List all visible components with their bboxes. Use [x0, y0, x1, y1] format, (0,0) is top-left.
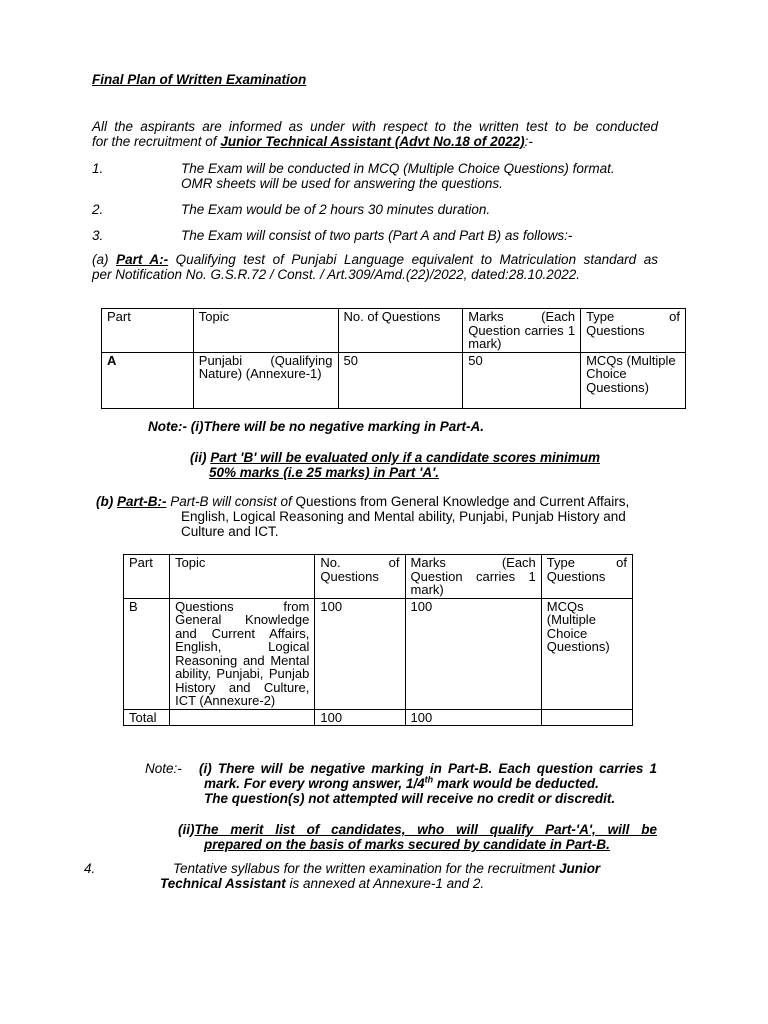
point-1-number: 1.	[92, 161, 104, 176]
part-b-prefix: (b)	[96, 494, 117, 509]
point-4-bold-2: Technical Assistant	[160, 876, 286, 891]
part-b-note-2-line-2	[178, 837, 657, 852]
point-4-text-2: is annexed at Annexure-1 and 2.	[285, 876, 485, 891]
intro-suffix: :-	[524, 134, 533, 149]
point-4-bold-1: Junior	[558, 861, 601, 876]
cell-type: MCQs (Multiple Choice Questions)	[581, 352, 686, 408]
cell-no-of-questions: 100	[315, 598, 405, 709]
point-3-text: The Exam will consist of two parts (Part A and Part B) as follows:-	[181, 228, 573, 243]
part-b-note-2-text-1: The merit list of candidates, who will qualify Part-'A', will be	[194, 822, 657, 837]
cell-total-label: Total	[124, 709, 170, 726]
part-b-note-1-text-a: mark. For every wrong answer, 1/4	[204, 776, 425, 791]
part-b-note-1	[199, 761, 657, 806]
point-2-number: 2.	[92, 202, 104, 217]
point-1-text	[181, 161, 615, 191]
part-b-line-1	[96, 494, 629, 509]
point-4-number: 4.	[84, 861, 96, 876]
part-a-note-1: Note:- (i)There will be no negative marking in Part-A.	[148, 419, 485, 434]
part-b-text-1: Questions from General Knowledge and Current Affairs,	[295, 494, 630, 509]
part-a-note-2-text-1: Part 'B' will be evaluated only if a candidate scores minimum	[210, 450, 601, 465]
part-b-paragraph	[96, 494, 629, 539]
header-type: Type of Questions	[541, 555, 632, 599]
part-b-note-1-line-3: The question(s) not attempted will receive no credit or discredit.	[204, 791, 616, 806]
part-a-line-2: per Notification No. G.S.R.72 / Const. / Art.309/Amd.(22)/2022, dated:28.10.2022.	[92, 267, 581, 282]
table-row	[124, 598, 633, 709]
part-a-note-2	[190, 450, 600, 480]
part-b-note-2-line-1	[178, 822, 657, 837]
part-a-table	[101, 308, 686, 409]
intro-line-2	[92, 134, 658, 149]
table-row	[102, 352, 686, 408]
point-4-text-1: Tentative syllabus for the written examination for the recruitment	[173, 861, 559, 876]
header-type: Type of Questions	[581, 309, 686, 353]
cell-topic: Questions from General Knowledge and Current Affairs, English, Logical Reasoning and Mental ability, Punjabi, Punjab History and Culture, ICT (Annexure-2)	[170, 598, 315, 709]
point-2-text: The Exam would be of 2 hours 30 minutes duration.	[181, 202, 491, 217]
header-no-of-questions: No. of Questions	[338, 309, 463, 353]
part-b-table	[123, 554, 633, 726]
part-a-note-2-prefix: (ii)	[190, 450, 211, 465]
table-total-row	[124, 709, 633, 726]
advt-reference: Junior Technical Assistant (Advt No.18 of 2022)	[220, 134, 525, 149]
point-4-line-2	[160, 876, 656, 891]
cell-no-of-questions: 50	[338, 352, 463, 408]
part-b-intro: Part-B will consist of	[166, 494, 296, 509]
cell-total-questions: 100	[315, 709, 405, 726]
part-b-note-1-line-1: (i) There will be negative marking in Part-B. Each question carries 1	[199, 761, 657, 776]
cell-type: MCQs (Multiple Choice Questions)	[541, 598, 632, 709]
page-title: Final Plan of Written Examination	[92, 72, 307, 87]
part-b-note-1-line-2	[199, 776, 657, 791]
part-a-prefix: (a)	[92, 252, 117, 267]
part-b-note-2-prefix: (ii)	[178, 822, 195, 837]
header-marks: Marks (Each Question carries 1 mark)	[463, 309, 581, 353]
part-b-note-2-text-2: prepared on the basis of marks secured by candidate in Part-B.	[204, 837, 610, 852]
intro-line-1: All the aspirants are informed as under with respect to the written test to be conducted	[92, 119, 658, 134]
part-b-line-2: English, Logical Reasoning and Mental ability, Punjabi, Punjab History and	[181, 509, 626, 524]
table-header-row	[124, 555, 633, 599]
part-a-text-1: Qualifying test of Punjabi Language equivalent to Matriculation standard as	[168, 252, 658, 267]
part-a-paragraph	[92, 252, 658, 282]
point-4-text	[160, 861, 656, 891]
part-a-note-2-text-2: 50% marks (i.e 25 marks) in Part 'A'.	[209, 465, 440, 480]
header-part: Part	[124, 555, 170, 599]
cell-part: B	[124, 598, 170, 709]
part-b-note-1-text-b: mark would be deducted.	[433, 776, 599, 791]
part-b-note-prefix: Note:-	[145, 761, 182, 776]
header-marks: Marks (Each Question carries 1 mark)	[405, 555, 541, 599]
header-part: Part	[102, 309, 194, 353]
intro-paragraph	[92, 119, 658, 149]
part-b-note-1-sup: th	[424, 774, 434, 785]
part-b-label: Part-B:-	[117, 494, 167, 509]
cell-total-topic	[170, 709, 315, 726]
point-1-line-1: The Exam will be conducted in MCQ (Multiple Choice Questions) format.	[181, 161, 615, 176]
part-a-note-2-line-1	[190, 450, 600, 465]
cell-marks: 100	[405, 598, 541, 709]
header-topic: Topic	[193, 309, 338, 353]
point-1-line-2: OMR sheets will be used for answering the questions.	[181, 176, 503, 191]
point-4-line-1	[160, 861, 656, 876]
cell-topic: Punjabi (Qualifying Nature) (Annexure-1)	[193, 352, 338, 408]
cell-total-marks: 100	[405, 709, 541, 726]
part-b-line-3: Culture and ICT.	[181, 524, 279, 539]
point-3-number: 3.	[92, 228, 104, 243]
part-b-note-2	[178, 822, 657, 852]
part-a-label: Part A:-	[116, 252, 169, 267]
header-no-of-questions: No. of Questions	[315, 555, 405, 599]
cell-marks: 50	[463, 352, 581, 408]
header-topic: Topic	[170, 555, 315, 599]
part-a-note-2-line-2	[190, 465, 600, 480]
table-header-row	[102, 309, 686, 353]
cell-part: A	[102, 352, 194, 408]
cell-total-type	[541, 709, 632, 726]
part-a-line-1	[92, 252, 658, 267]
intro-prefix: for the recruitment of	[92, 134, 221, 149]
